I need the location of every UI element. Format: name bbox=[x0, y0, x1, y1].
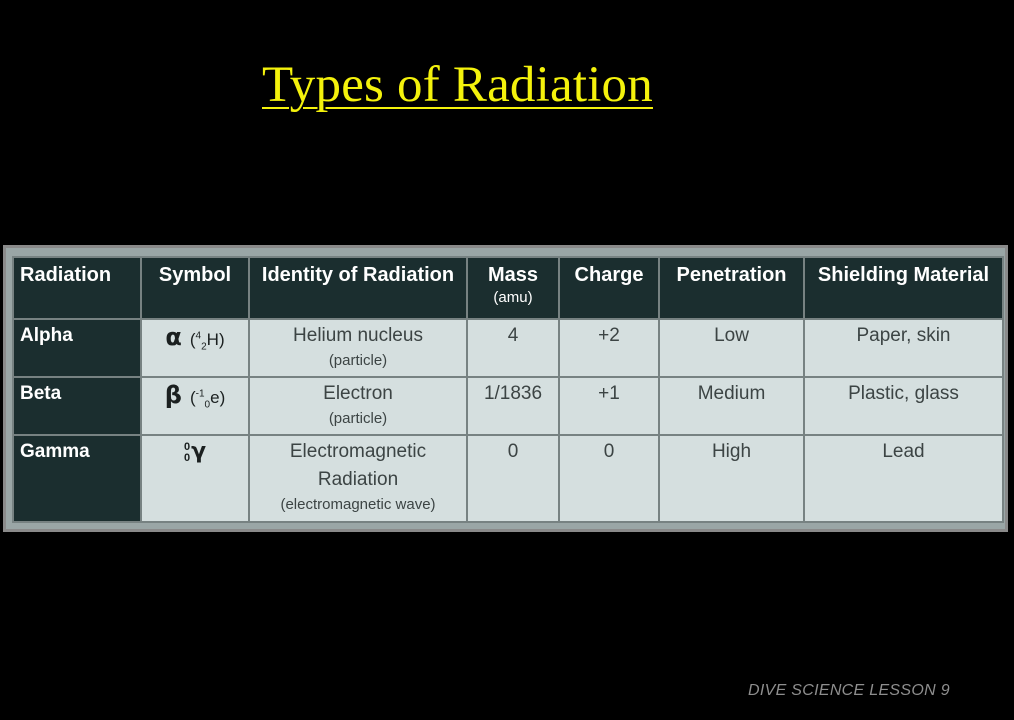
radiation-table bbox=[12, 256, 1004, 523]
row-name: Gamma bbox=[13, 435, 141, 522]
alpha-base: H bbox=[206, 329, 219, 349]
row-name: Alpha bbox=[13, 319, 141, 377]
charge-cell: +1 bbox=[559, 377, 659, 435]
header-shielding: Shielding Material bbox=[804, 257, 1003, 319]
table-row-beta bbox=[13, 377, 1003, 435]
beta-symbol: β ($^{-1}_0$e) bbox=[164, 380, 226, 411]
mass-cell: 1/1836 bbox=[467, 377, 559, 435]
alpha-mass-number: 4 bbox=[195, 330, 202, 341]
header-mass-label: Mass bbox=[487, 264, 539, 286]
header-mass-unit: (amu) bbox=[493, 289, 533, 306]
beta-atomic-number: 0 bbox=[204, 399, 211, 411]
radiation-table-frame bbox=[3, 245, 1008, 532]
mass-cell: 4 bbox=[467, 319, 559, 377]
charge-cell: 0 bbox=[559, 435, 659, 522]
mass-cell: 0 bbox=[467, 435, 559, 522]
header-identity: Identity of Radiation bbox=[249, 257, 467, 319]
identity-cell bbox=[249, 319, 467, 377]
beta-mass-number: -1 bbox=[195, 388, 205, 399]
alpha-symbol: α ($^4_2$H) bbox=[165, 322, 225, 353]
penetration-cell: Low bbox=[659, 319, 804, 377]
symbol-cell bbox=[141, 435, 249, 522]
shielding-cell: Plastic, glass bbox=[804, 377, 1003, 435]
symbol-cell bbox=[141, 319, 249, 377]
header-symbol: Symbol bbox=[141, 257, 249, 319]
beta-base: e bbox=[210, 387, 220, 407]
gamma-glyph: γ bbox=[191, 439, 207, 464]
gamma-atomic-number: 0 bbox=[183, 451, 191, 464]
lesson-footer: DIVE SCIENCE LESSON 9 bbox=[748, 682, 950, 699]
symbol-cell bbox=[141, 377, 249, 435]
table-header-row bbox=[13, 257, 1003, 319]
header-radiation: Radiation bbox=[13, 257, 141, 319]
shielding-cell: Paper, skin bbox=[804, 319, 1003, 377]
slide-title: Types of Radiation bbox=[262, 57, 653, 113]
header-charge: Charge bbox=[559, 257, 659, 319]
identity-text: Electromagnetic Radiation bbox=[289, 441, 427, 490]
identity-note: (electromagnetic wave) bbox=[280, 496, 436, 513]
identity-text: Electron bbox=[323, 383, 393, 404]
identity-text: Helium nucleus bbox=[293, 325, 423, 346]
row-name: Beta bbox=[13, 377, 141, 435]
identity-note: (particle) bbox=[328, 410, 388, 427]
gamma-mass-number: 0 bbox=[183, 440, 191, 453]
penetration-cell: Medium bbox=[659, 377, 804, 435]
alpha-glyph: α bbox=[165, 322, 182, 351]
alpha-atomic-number: 2 bbox=[201, 341, 207, 353]
shielding-cell: Lead bbox=[804, 435, 1003, 522]
charge-cell: +2 bbox=[559, 319, 659, 377]
table-row-alpha bbox=[13, 319, 1003, 377]
header-mass bbox=[467, 257, 559, 319]
beta-glyph: β bbox=[164, 380, 182, 409]
table-row-gamma bbox=[13, 435, 1003, 522]
penetration-cell: High bbox=[659, 435, 804, 522]
gamma-symbol bbox=[184, 438, 206, 467]
identity-cell bbox=[249, 435, 467, 522]
identity-note: (particle) bbox=[328, 352, 388, 369]
header-penetration: Penetration bbox=[659, 257, 804, 319]
identity-cell bbox=[249, 377, 467, 435]
